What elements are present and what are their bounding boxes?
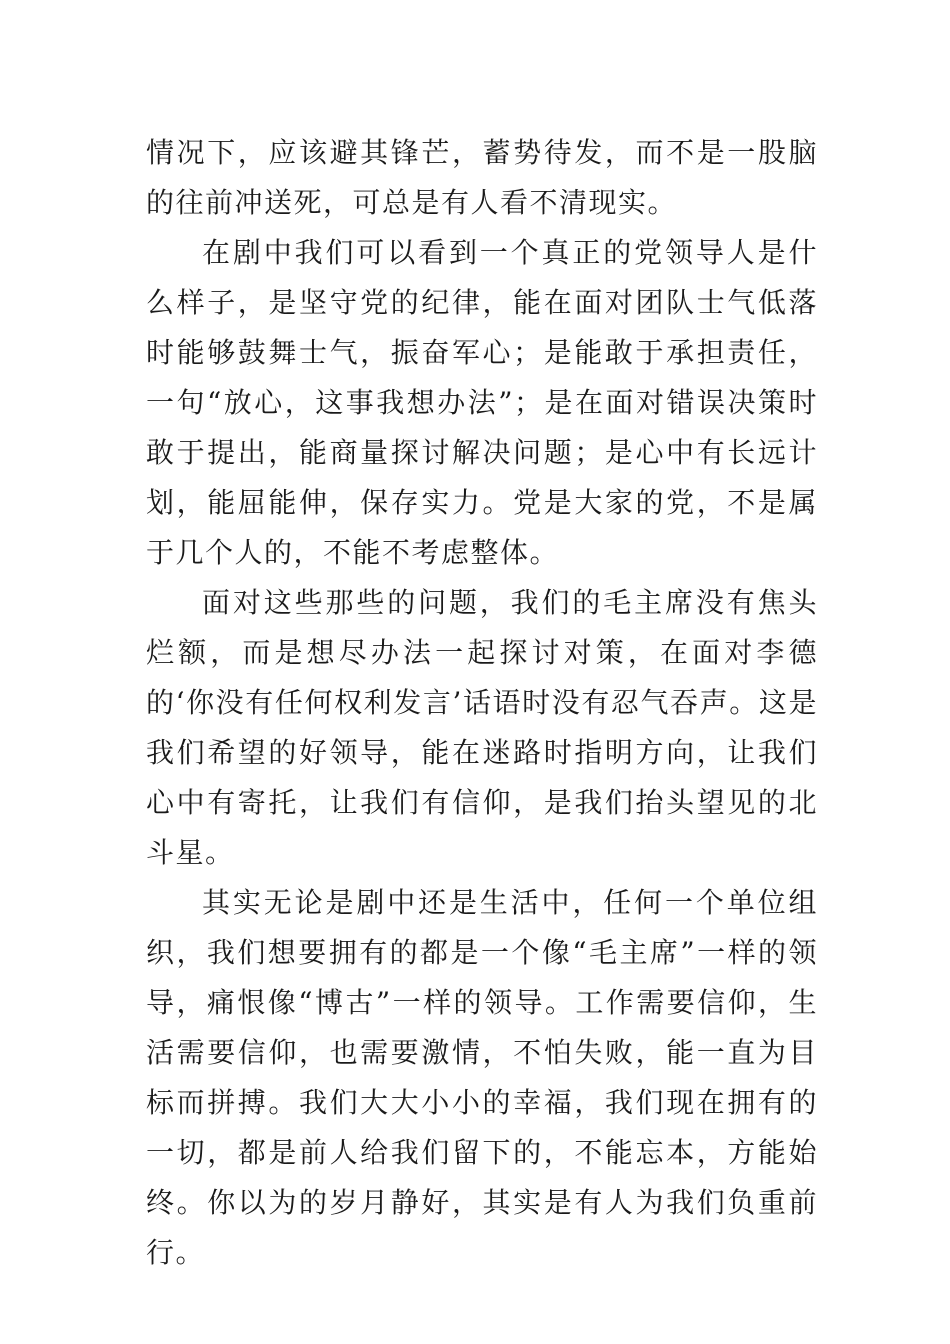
paragraph-leader-qualities: 在剧中我们可以看到一个真正的党领导人是什么样子，是坚守党的纪律，能在面对团队士气低落时能够鼓舞士气，振奋军心；是能敢于承担责任，一句“放心，这事我想办法”；是在面对错误决策时敢于提出，能商量探讨解决问题；是心中有长远计划，能屈能伸，保存实力。党是大家的党，不是属于几个人的，不能不考虑整体。 (146, 236, 818, 569)
document-body (146, 128, 818, 1278)
paragraph-continuation: 情况下，应该避其锋芒，蓄势待发，而不是一股脑的往前冲送死，可总是有人看不清现实。 (146, 136, 818, 219)
paragraph-chairman-mao: 面对这些那些的问题，我们的毛主席没有焦头烂额，而是想尽办法一起探讨对策，在面对李德的‘你没有任何权利发言’话语时没有忍气吞声。这是我们希望的好领导，能在迷路时指明方向，让我们心中有寄托，让我们有信仰，是我们抬头望见的北斗星。 (146, 586, 818, 869)
paragraph-conclusion: 其实无论是剧中还是生活中，任何一个单位组织，我们想要拥有的都是一个像“毛主席”一样的领导，痛恨像“博古”一样的领导。工作需要信仰，生活需要信仰，也需要激情，不怕失败，能一直为目标而拼搏。我们大大小小的幸福，我们现在拥有的一切，都是前人给我们留下的，不能忘本，方能始终。你以为的岁月静好，其实是有人为我们负重前行。 (146, 886, 818, 1269)
